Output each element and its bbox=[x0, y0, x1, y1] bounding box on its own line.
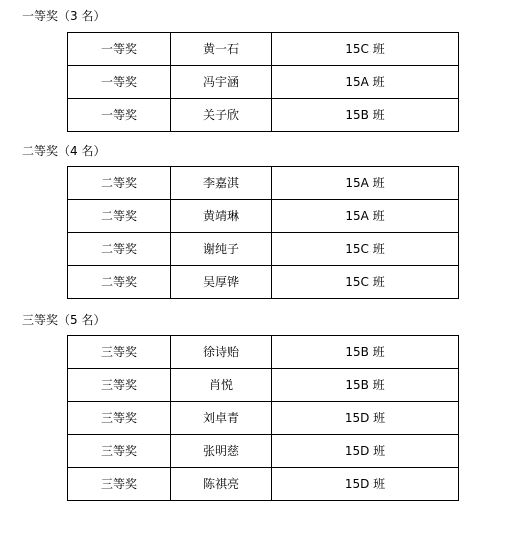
class-cell: 15D 班 bbox=[272, 468, 459, 501]
student-name-cell: 徐诗贻 bbox=[171, 336, 272, 369]
section-heading-third-prize: 三等奖（5 名） bbox=[22, 313, 106, 327]
student-name-cell: 吴厚铧 bbox=[171, 266, 272, 299]
award-cell: 三等奖 bbox=[68, 369, 171, 402]
class-cell: 15B 班 bbox=[272, 336, 459, 369]
section-heading-second-prize: 二等奖（4 名） bbox=[22, 144, 106, 158]
class-cell: 15C 班 bbox=[272, 233, 459, 266]
table-row bbox=[68, 468, 459, 501]
award-cell: 一等奖 bbox=[68, 99, 171, 132]
class-cell: 15A 班 bbox=[272, 200, 459, 233]
award-cell: 三等奖 bbox=[68, 402, 171, 435]
award-cell: 三等奖 bbox=[68, 336, 171, 369]
class-cell: 15D 班 bbox=[272, 402, 459, 435]
award-cell: 二等奖 bbox=[68, 266, 171, 299]
section-heading-first-prize: 一等奖（3 名） bbox=[22, 9, 106, 23]
second-prize-table bbox=[67, 166, 459, 299]
award-cell: 二等奖 bbox=[68, 200, 171, 233]
class-cell: 15C 班 bbox=[272, 266, 459, 299]
third-prize-table bbox=[67, 335, 459, 501]
student-name-cell: 刘卓青 bbox=[171, 402, 272, 435]
student-name-cell: 李嘉淇 bbox=[171, 167, 272, 200]
award-cell: 一等奖 bbox=[68, 33, 171, 66]
student-name-cell: 黄靖琳 bbox=[171, 200, 272, 233]
table-row bbox=[68, 99, 459, 132]
class-cell: 15D 班 bbox=[272, 435, 459, 468]
student-name-cell: 张明慈 bbox=[171, 435, 272, 468]
award-cell: 一等奖 bbox=[68, 66, 171, 99]
award-cell: 三等奖 bbox=[68, 468, 171, 501]
table-row bbox=[68, 369, 459, 402]
award-cell: 三等奖 bbox=[68, 435, 171, 468]
class-cell: 15A 班 bbox=[272, 66, 459, 99]
student-name-cell: 陈祺亮 bbox=[171, 468, 272, 501]
class-cell: 15C 班 bbox=[272, 33, 459, 66]
student-name-cell: 黄一石 bbox=[171, 33, 272, 66]
award-cell: 二等奖 bbox=[68, 233, 171, 266]
class-cell: 15B 班 bbox=[272, 369, 459, 402]
table-row bbox=[68, 336, 459, 369]
table-row bbox=[68, 233, 459, 266]
class-cell: 15A 班 bbox=[272, 167, 459, 200]
table-row bbox=[68, 200, 459, 233]
class-cell: 15B 班 bbox=[272, 99, 459, 132]
table-row bbox=[68, 33, 459, 66]
table-row bbox=[68, 266, 459, 299]
award-cell: 二等奖 bbox=[68, 167, 171, 200]
student-name-cell: 冯宇涵 bbox=[171, 66, 272, 99]
student-name-cell: 肖悦 bbox=[171, 369, 272, 402]
table-row bbox=[68, 435, 459, 468]
table-row bbox=[68, 402, 459, 435]
student-name-cell: 谢纯子 bbox=[171, 233, 272, 266]
student-name-cell: 关子欣 bbox=[171, 99, 272, 132]
table-row bbox=[68, 167, 459, 200]
table-row bbox=[68, 66, 459, 99]
first-prize-table bbox=[67, 32, 459, 132]
